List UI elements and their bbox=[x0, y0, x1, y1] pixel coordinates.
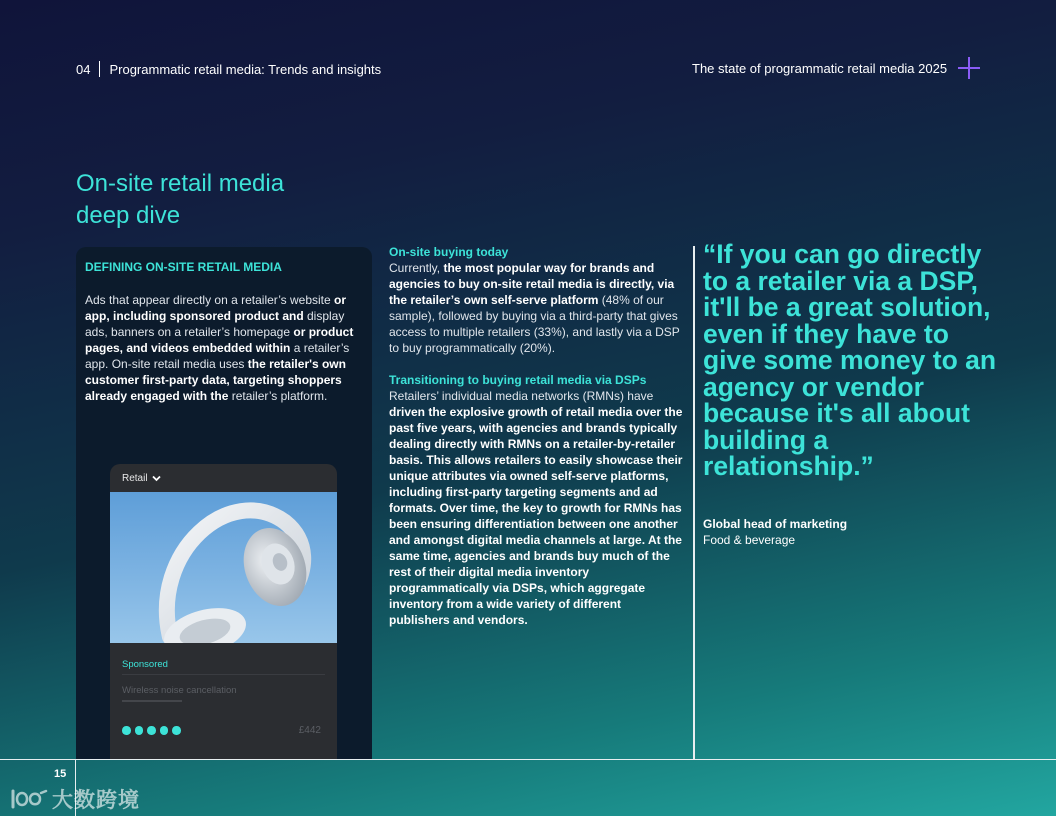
body-column bbox=[389, 244, 685, 628]
text-run: retailer’s platform. bbox=[228, 389, 328, 403]
watermark-logo-icon bbox=[10, 787, 48, 811]
quote-attribution bbox=[703, 516, 847, 548]
rating-dot bbox=[172, 726, 181, 735]
card-description bbox=[85, 292, 360, 404]
pull-quote: “If you can go directly to a retailer via a DSP, it'll be a great solution, even if they have to give some money to an agency or vendor because it's all about building a relationship.” bbox=[703, 239, 997, 481]
bold-text-run: the retailer's own customer first-party data, targeting shoppers already engaged with the bbox=[85, 357, 346, 403]
product-subtext-bar bbox=[122, 700, 182, 702]
phone-mockup bbox=[110, 464, 337, 760]
footer-divider bbox=[0, 759, 1056, 760]
watermark bbox=[10, 784, 140, 814]
headphones-image bbox=[110, 492, 337, 643]
page-number: 15 bbox=[54, 768, 67, 780]
rating-dot bbox=[122, 726, 131, 735]
chevron-down-icon bbox=[152, 475, 161, 482]
paragraph-buying-today bbox=[389, 260, 685, 356]
rating-dot bbox=[160, 726, 169, 735]
rating-dot bbox=[135, 726, 144, 735]
section-heading-buying-today: On-site buying today bbox=[389, 245, 509, 259]
retail-tab-label: Retail bbox=[122, 472, 148, 484]
attribution-role: Global head of marketing bbox=[703, 517, 848, 531]
product-name: Wireless noise cancellation bbox=[122, 685, 237, 696]
header-divider bbox=[99, 61, 100, 77]
phone-topbar bbox=[110, 464, 337, 492]
quote-divider bbox=[693, 246, 695, 760]
bold-text-run: or app, including sponsored product and bbox=[85, 293, 347, 323]
product-price: £442 bbox=[298, 725, 321, 736]
rating-dot bbox=[147, 726, 156, 735]
text-run: Retailers’ individual media networks (RMNs) have bbox=[389, 389, 654, 403]
watermark-text: 大数跨境 bbox=[52, 789, 140, 812]
bold-text-run: the most popular way for brands and agencies to buy on-site retail media is directly, via the retailer’s own self-serve platform bbox=[389, 261, 675, 307]
definition-card bbox=[76, 247, 372, 760]
section-heading-transitioning: Transitioning to buying retail media via DSPs bbox=[389, 373, 647, 387]
sponsored-label: Sponsored bbox=[122, 659, 168, 670]
text-run: a retailer’s app. On-site retail media uses bbox=[85, 341, 350, 371]
text-run: Currently, bbox=[389, 261, 444, 275]
bold-text-run: or product pages, and videos embedded within bbox=[85, 325, 354, 355]
document-title: The state of programmatic retail media 2025 bbox=[692, 61, 948, 76]
card-heading: DEFINING ON-SITE RETAIL MEDIA bbox=[85, 260, 282, 274]
text-run: Ads that appear directly on a retailer’s website bbox=[85, 293, 335, 307]
paragraph-transitioning bbox=[389, 388, 685, 628]
text-run: display ads, banners on a retailer’s homepage bbox=[85, 309, 345, 339]
section-number: 04 bbox=[76, 61, 91, 77]
divider bbox=[122, 674, 325, 675]
section-title: Programmatic retail media: Trends and insights bbox=[109, 61, 382, 77]
page-title: On-site retail media deep dive bbox=[76, 170, 285, 229]
attribution-org: Food & beverage bbox=[703, 533, 796, 547]
rating-dots bbox=[122, 726, 181, 735]
plus-icon bbox=[958, 57, 980, 79]
section-header bbox=[76, 61, 381, 77]
text-run: (48% of our sample), followed by buying via a third-party that gives access to multiple retailers (33%), and lastly via a DSP to buy programmatically (20%). bbox=[389, 293, 680, 355]
bold-text-run: driven the explosive growth of retail media over the past five years, with agencies and brands typically dealing directly with RMNs on a retailer-by-retailer basis. This allows retailers to easily showcase their unique attributes via owned self-serve platforms, including first-party targeting segments and ad formats. Over time, the key to growth for RMNs has been ensuring differentiation between one another and amongst digital media channels at large. At the same time, agencies and brands buy much of the rest of their digital media inventory programmatically via DSPs, which aggregate inventory from a wide variety of different publishers and vendors. bbox=[389, 405, 683, 627]
